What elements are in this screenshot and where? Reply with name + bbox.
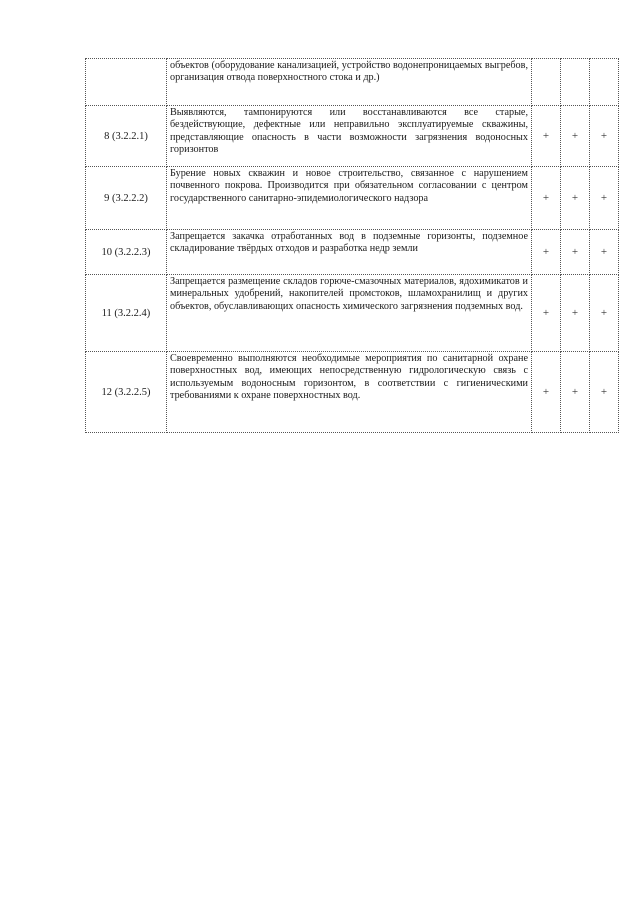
- row-description: Выявляются, тампонируются или восстанавливаются все старые, бездействующие, дефектные или неправильно эксплуатируемые скважины, представляющие опасность в части возможности загрязнения водоносных горизонтов: [167, 106, 532, 167]
- row-number: 10 (3.2.2.3): [86, 230, 167, 275]
- zone-3-mark: +: [590, 352, 619, 433]
- row-number: 9 (3.2.2.2): [86, 167, 167, 230]
- zone-1-mark: +: [532, 167, 561, 230]
- zone-2-mark: +: [561, 275, 590, 352]
- zone-1-mark: [532, 59, 561, 106]
- zone-3-mark: +: [590, 230, 619, 275]
- row-description: Бурение новых скважин и новое строительство, связанное с нарушением почвенного покрова. Производится при обязательном согласовании с центром государственного санитарно-эпидемиологического надзора: [167, 167, 532, 230]
- zone-1-mark: +: [532, 352, 561, 433]
- row-number: 8 (3.2.2.1): [86, 106, 167, 167]
- row-description: Своевременно выполняются необходимые мероприятия по санитарной охране поверхностных вод, имеющих непосредственную гидрологическую связь с используемым водоносным горизонтом, в соответствии с гигиеническими требованиями к охране поверхностных вод.: [167, 352, 532, 433]
- row-description: Запрещается размещение складов горюче-смазочных материалов, ядохимикатов и минеральных удобрений, накопителей промстоков, шламохранилищ и других объектов, обуславливающих опасность химического загрязнения подземных вод.: [167, 275, 532, 352]
- zone-2-mark: +: [561, 352, 590, 433]
- row-number: 12 (3.2.2.5): [86, 352, 167, 433]
- zone-3-mark: +: [590, 167, 619, 230]
- requirements-table: [85, 58, 619, 433]
- zone-3-mark: +: [590, 275, 619, 352]
- row-description: Запрещается закачка отработанных вод в подземные горизонты, подземное складирование твёрдых отходов и разработка недр земли: [167, 230, 532, 275]
- zone-3-mark: +: [590, 106, 619, 167]
- zone-1-mark: +: [532, 275, 561, 352]
- zone-2-mark: [561, 59, 590, 106]
- zone-2-mark: +: [561, 230, 590, 275]
- row-description: объектов (оборудование канализацией, устройство водонепроницаемых выгребов, организация отвода поверхностного стока и др.): [167, 59, 532, 106]
- row-number: [86, 59, 167, 106]
- table-row: [86, 59, 619, 106]
- row-number: 11 (3.2.2.4): [86, 275, 167, 352]
- table-row: [86, 167, 619, 230]
- table-row: [86, 106, 619, 167]
- table-row: [86, 230, 619, 275]
- table-row: [86, 352, 619, 433]
- zone-2-mark: +: [561, 106, 590, 167]
- zone-1-mark: +: [532, 230, 561, 275]
- table-row: [86, 275, 619, 352]
- zone-3-mark: [590, 59, 619, 106]
- zone-2-mark: +: [561, 167, 590, 230]
- zone-1-mark: +: [532, 106, 561, 167]
